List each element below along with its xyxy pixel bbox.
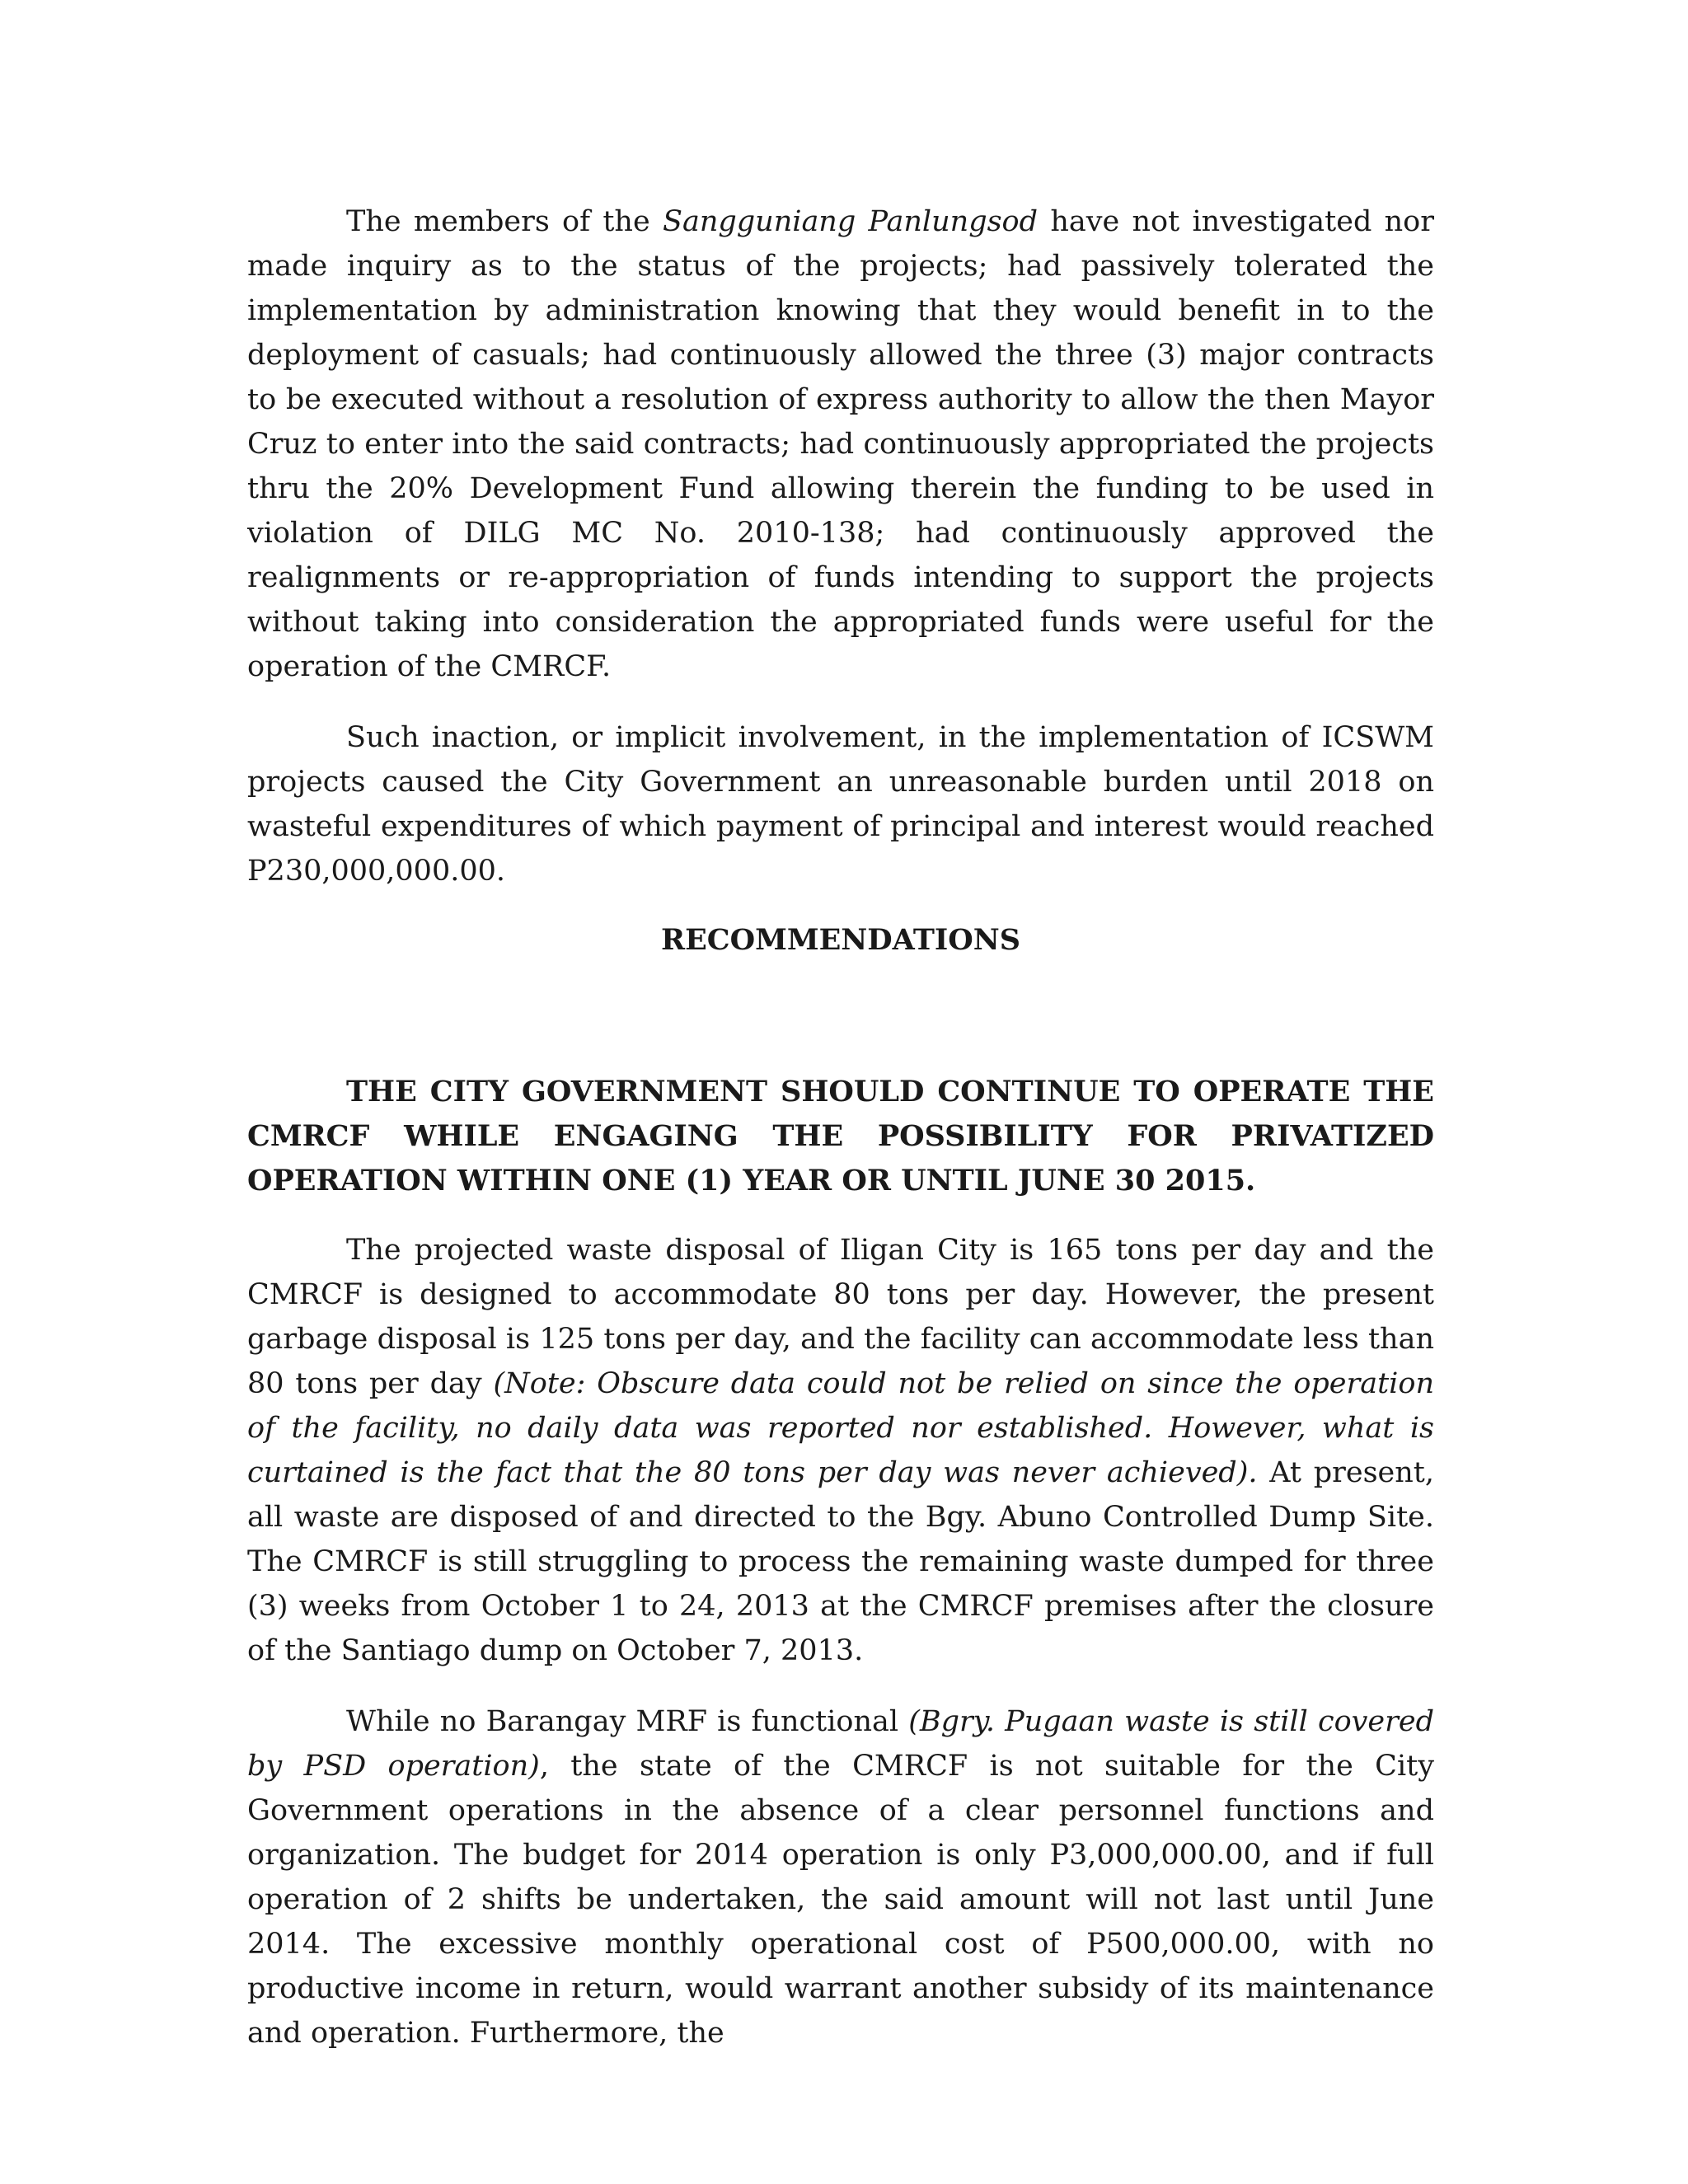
paragraph-barangay-mrf xyxy=(247,1699,1434,2055)
paragraph-3-italic-note: (Note: Obscure data could not be relied on since the operation of the facility, no daily data was reported nor established. However, what is curtained is the fact that the 80 tons per day was never achieved). xyxy=(247,1367,1434,1489)
paragraph-4-lead: While no Barangay MRF is functional xyxy=(346,1705,909,1738)
paragraph-4-rest: , the state of the CMRCF is not suitable for the City Government operations in the absence of a clear personnel functions and organization. The budget for 2014 operation is only P3,000,000.00, and if full operation of 2 shifts be undertaken, the said amount will not last until June 2014. The excessive monthly operational cost of P500,000.00, with no productive income in return, would warrant another subsidy of its maintenance and operation. Furthermore, the xyxy=(247,1750,1434,2050)
recommendation-heading: THE CITY GOVERNMENT SHOULD CONTINUE TO OPERATE THE CMRCF WHILE ENGAGING THE POSSIBILITY FOR PRIVATIZED OPERATION WITHIN ONE (1) YEAR OR UNTIL JUNE 30 2015. xyxy=(247,1075,1434,1197)
section-heading-recommendations: RECOMMENDATIONS xyxy=(660,923,1021,957)
paragraph-sangguniang-inaction xyxy=(247,199,1434,689)
paragraph-4-italic-note: (Bgry. Pugaan waste is still covered by PSD operation) xyxy=(247,1705,1434,1783)
paragraph-1-lead: The members of the xyxy=(346,205,663,238)
document-body xyxy=(247,199,1434,2055)
paragraph-waste-disposal xyxy=(247,1228,1434,1673)
paragraph-3-rest: At present, all waste are disposed of and directed to the Bgy. Abuno Controlled Dump Site. The CMRCF is still struggling to process the remaining waste dumped for three (3) weeks from October 1 to 24, 2013 at the CMRCF premises after the closure of the Santiago dump on October 7, 2013. xyxy=(247,1456,1434,1667)
paragraph-1-rest: have not investigated nor made inquiry as to the status of the projects; had passively tolerated the implementation by administration knowing that they would benefit in to the deployment of casuals; had continuously allowed the three (3) major contracts to be executed without a resolution of express authority to allow the then Mayor Cruz to enter into the said contracts; had continuously appropriated the projects thru the 20% Development Fund allowing therein the funding to be used in violation of DILG MC No. 2010-138; had continuously approved the realignments or re-appropriation of funds intending to support the projects without taking into consideration the appropriated funds were useful for the operation of the CMRCF. xyxy=(247,205,1434,683)
paragraph-1-italic-term: Sangguniang Panlungsod xyxy=(662,205,1039,238)
paragraph-3-lead: The projected waste disposal of Iligan City is 165 tons per day and the CMRCF is designed to accommodate 80 tons per day. However, the present garbage disposal is 125 tons per day, and the facility can accommodate less than 80 tons per day xyxy=(247,1234,1434,1400)
paragraph-unreasonable-burden: Such inaction, or implicit involvement, in the implementation of ICSWM projects caused the City Government an unreasonable burden until 2018 on wasteful expenditures of which payment of principal and interest would reached P230,000,000.00. xyxy=(247,721,1434,888)
